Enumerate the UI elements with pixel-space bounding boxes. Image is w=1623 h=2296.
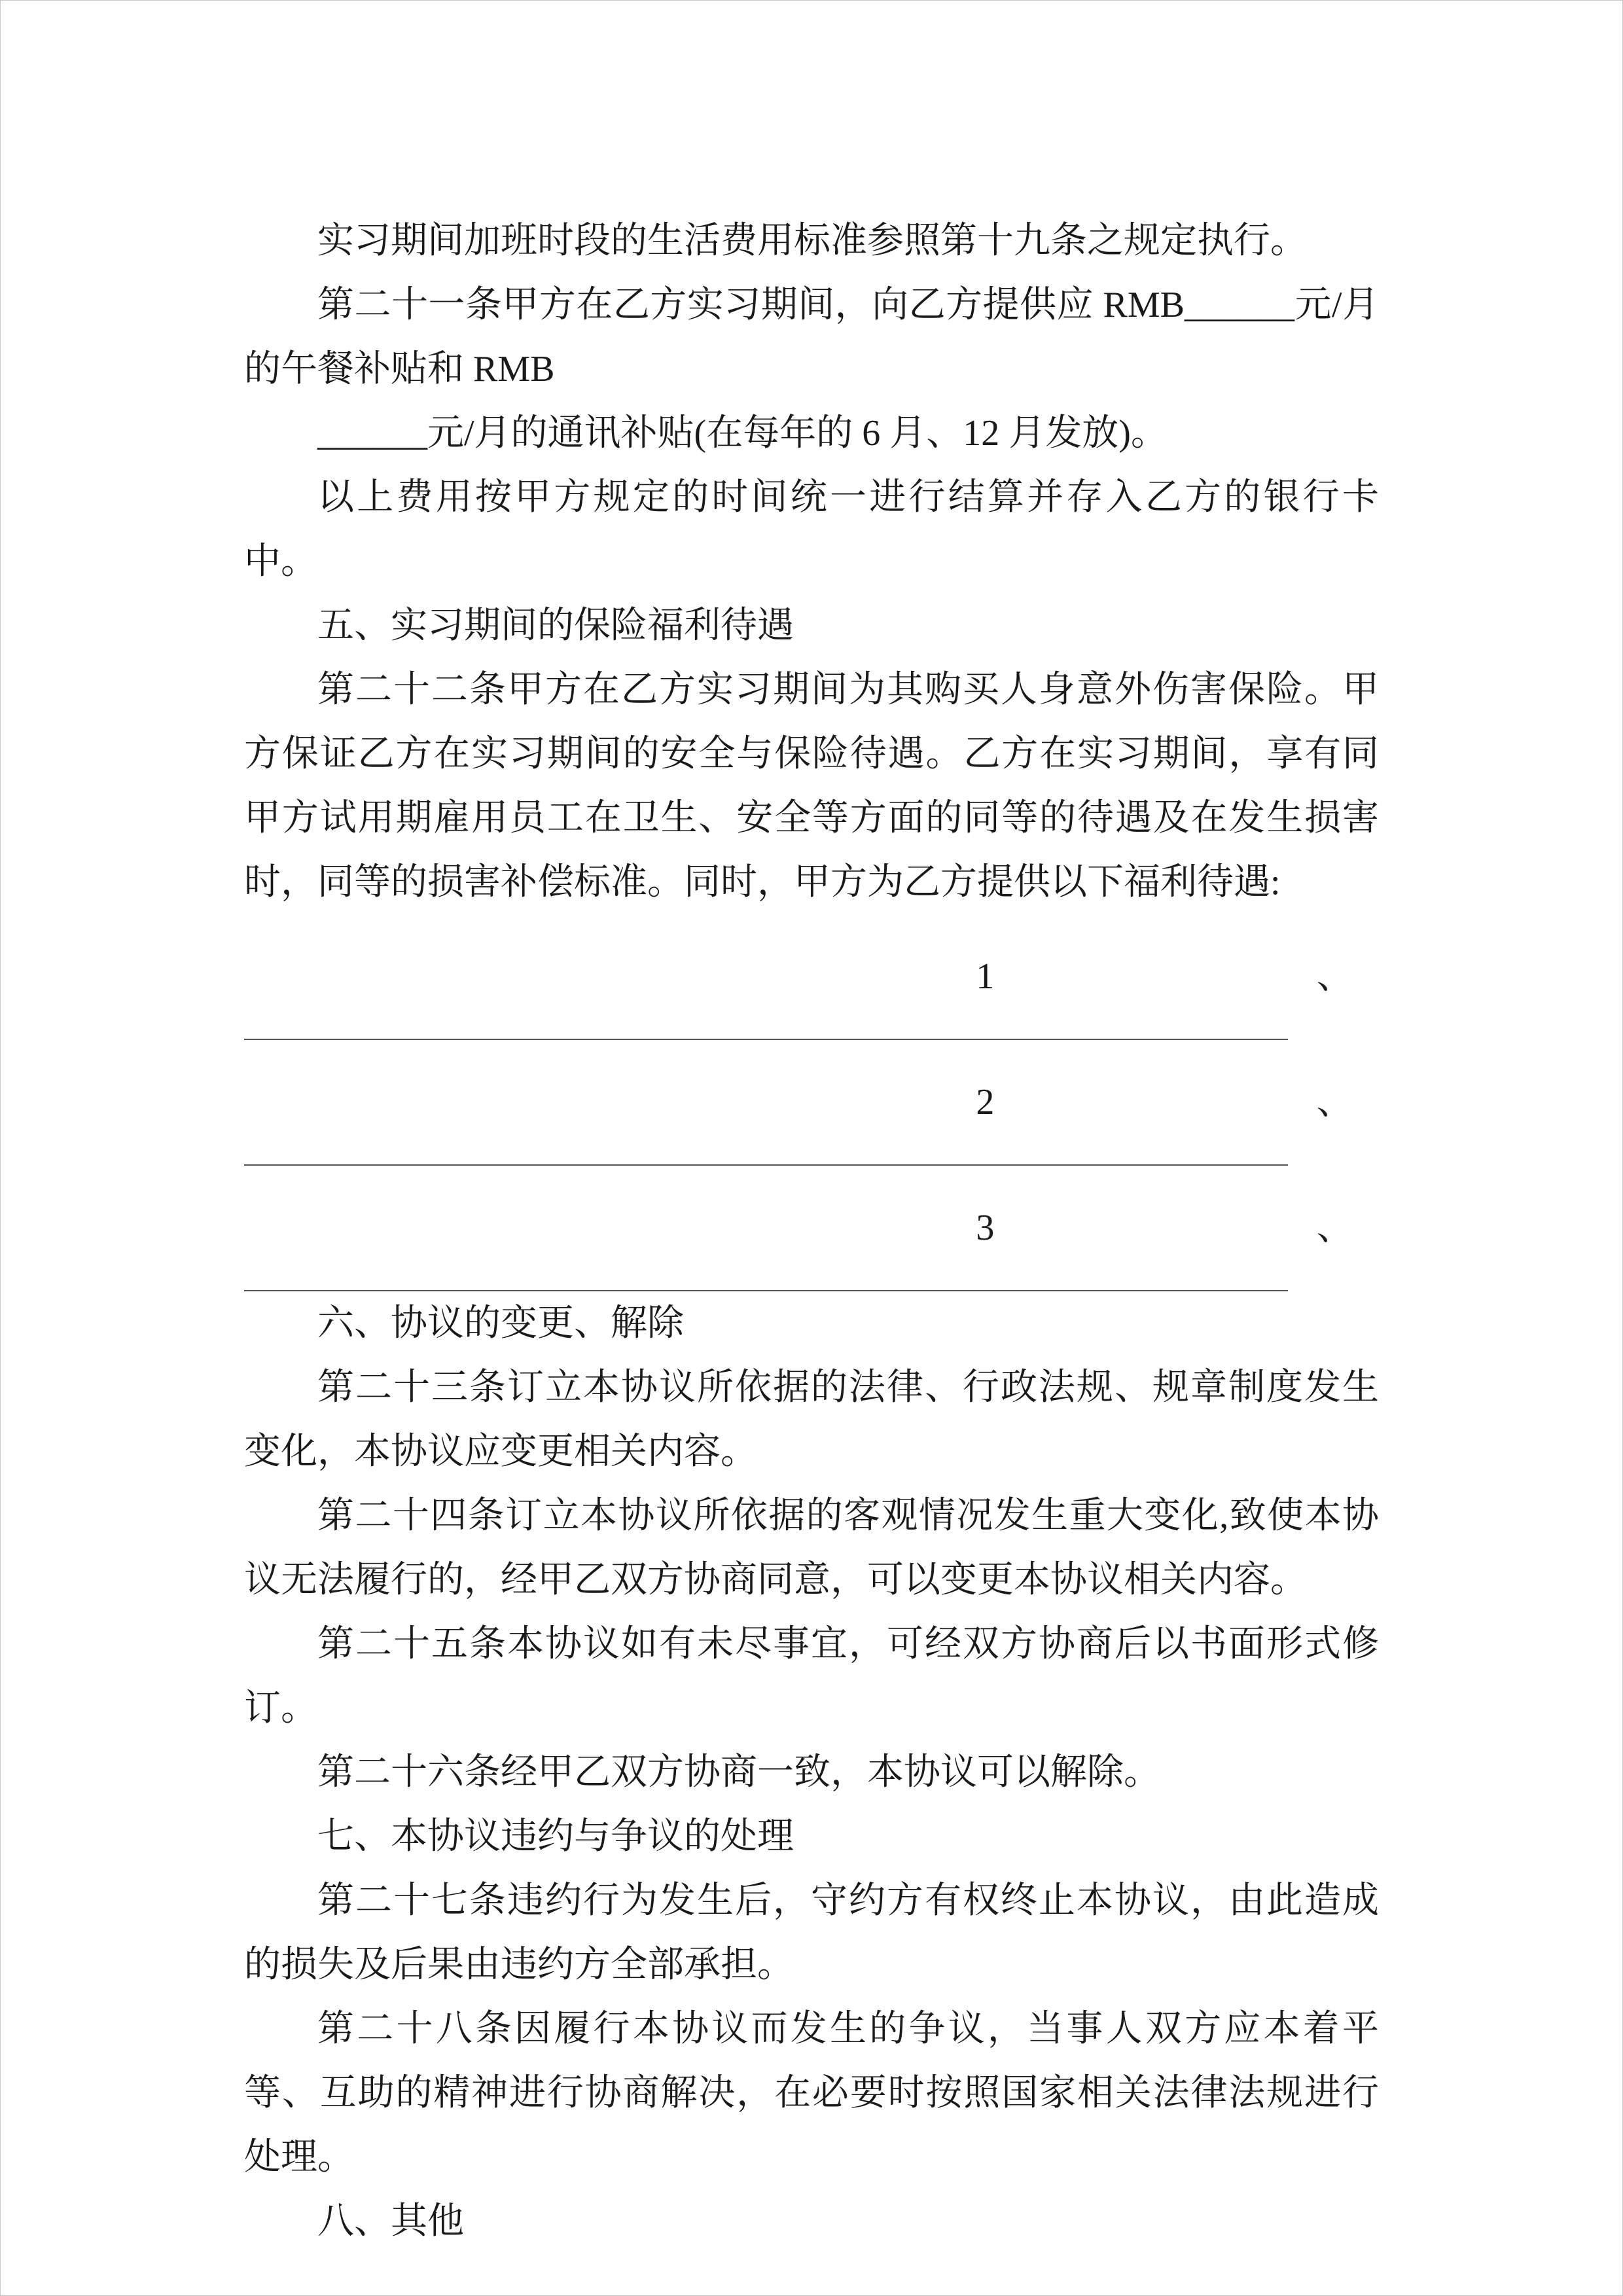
welfare-blank-item bbox=[244, 1040, 1379, 1166]
welfare-blank-item bbox=[244, 1166, 1379, 1291]
welfare-item-number: 3 bbox=[976, 1208, 995, 1248]
welfare-item-mark: 、 bbox=[1316, 956, 1353, 997]
paragraph: 第二十六条经甲乙双方协商一致，本协议可以解除。 bbox=[317, 1752, 1160, 1793]
paragraph: 第二十一条甲方在乙方实习期间，向乙方提供应 RMB______元/月的午餐补贴和 RMB bbox=[244, 285, 1379, 389]
paragraph: 第二十八条因履行本协议而发生的争议，当事人双方应本着平等、互助的精神进行协商解决，在必要时按照国家相关法律法规进行处理。 bbox=[244, 2009, 1379, 2178]
welfare-item-mark: 、 bbox=[1316, 1208, 1353, 1248]
section-heading-5: 五、实习期间的保险福利待遇 bbox=[317, 605, 794, 646]
paragraph: 第二十七条违约行为发生后，守约方有权终止本协议，由此造成的损失及后果由违约方全部承担。 bbox=[244, 1880, 1379, 1985]
paragraph: 实习期间加班时段的生活费用标准参照第十九条之规定执行。 bbox=[317, 221, 1307, 261]
paragraph: 第二十三条订立本协议所依据的法律、行政法规、规章制度发生变化，本协议应变更相关内容。 bbox=[244, 1367, 1379, 1472]
paragraph: 以上费用按甲方规定的时间统一进行结算并存入乙方的银行卡中。 bbox=[244, 477, 1379, 582]
welfare-item-mark: 、 bbox=[1316, 1082, 1353, 1122]
paragraph: 第二十二条甲方在乙方实习期间为其购买人身意外伤害保险。甲方保证乙方在实习期间的安全与保险待遇。乙方在实习期间，享有同甲方试用期雇用员工在卫生、安全等方面的同等的待遇及在发生损害时，同等的损害补偿标准。同时，甲方为乙方提供以下福利待遇: bbox=[244, 670, 1379, 903]
welfare-item-number: 2 bbox=[976, 1082, 995, 1122]
paragraph: 第二十五条本协议如有未尽事宜，可经双方协商后以书面形式修订。 bbox=[244, 1624, 1379, 1729]
paragraph: ______元/月的通讯补贴(在每年的 6 月、12 月发放)。 bbox=[317, 413, 1168, 454]
section-heading-8: 八、其他 bbox=[317, 2201, 464, 2242]
section-heading-6: 六、协议的变更、解除 bbox=[317, 1303, 684, 1344]
welfare-item-number: 1 bbox=[976, 956, 995, 997]
blank-underline bbox=[244, 1290, 1288, 1291]
section-heading-7: 七、本协议违约与争议的处理 bbox=[317, 1816, 794, 1857]
document-content bbox=[244, 209, 1379, 2253]
welfare-blank-item bbox=[244, 914, 1379, 1040]
paragraph: 第二十四条订立本协议所依据的客观情况发生重大变化,致使本协议无法履行的，经甲乙双方协商同意，可以变更本协议相关内容。 bbox=[244, 1496, 1379, 1600]
